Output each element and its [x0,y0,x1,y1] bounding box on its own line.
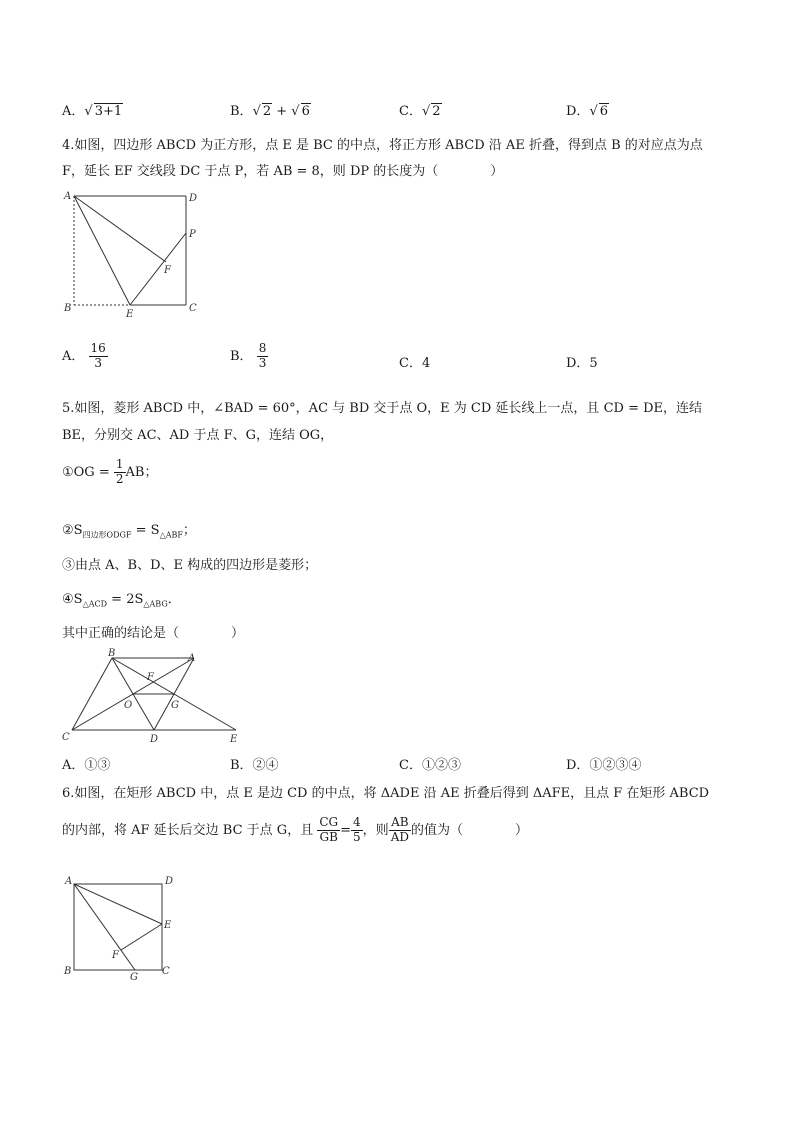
q5-option-b: B．②④ [230,758,279,773]
q5-text-line1: 5.如图，菱形 ABCD 中，∠BAD = 60°，AC 与 BD 交于点 O，E 为 CD 延长线上一点，且 CD = DE，连结 [62,401,703,416]
q5-label-A: A [188,653,196,664]
q5-label-O: O [124,700,133,711]
q6-label-A: A [65,876,73,887]
q3-option-c: C．√ 2 [399,104,441,119]
q5-label-B: B [108,648,116,659]
q4-figure [60,188,210,318]
q5-label-F: F [147,672,154,683]
q5-figure [60,648,250,746]
q5-text-line2: BE，分别交 AC、AD 于点 F、G，连结 OG， [62,428,334,443]
q4-option-c: C．4 [399,356,431,371]
q4-label-F: F [164,265,171,276]
q5-option-d: D．①②③④ [566,758,642,773]
q6-label-D: D [165,876,174,887]
q5-option-a: A．①③ [62,758,111,773]
q4-label-E: E [126,309,134,318]
q5-label-G: G [171,700,179,711]
q4-option-d: D．5 [566,356,598,371]
q5-option-c: C．①②③ [399,758,461,773]
q6-label-F: F [112,950,119,961]
q4-option-a: A． $\frac{16}{3}$ [62,341,106,370]
q4-text-line2: F，延长 EF 交线段 DC 于点 P，若 AB = 8，则 DP 的长度为（ ） [62,164,504,179]
q3-a-value: 3+1 [94,104,123,119]
q5-statement-2: $②S_{四边形ODGF} = S_{\triangle ABF}$； [62,523,196,540]
q6-label-E: E [164,920,172,931]
q6-text-line1: 6.如图，在矩形 ABCD 中，点 E 是边 CD 的中点，将 ΔADE 沿 AE 折叠后得到 ΔAFE，且点 F 在矩形 ABCD [62,786,710,801]
q3-option-a: A．√ 3+1 [62,104,123,119]
q5-label-E: E [230,734,238,745]
q6-figure [60,872,190,984]
q6-label-G: G [130,972,138,983]
q4-option-b: B． $\frac{8}{3}$ [230,341,267,370]
q5-label-C: C [62,732,70,743]
q4-text-line1: 4.如图，四边形 ABCD 为正方形，点 E 是 BC 的中点，将正方形 ABCD 沿 AE 折叠，得到点 B 的对应点为点 [62,138,703,153]
q3-option-d: D．√ 6 [566,104,609,119]
q4-label-B: B [64,303,72,314]
q4-label-D: D [189,193,198,204]
q5-question: 其中正确的结论是（ ） [62,626,245,641]
q5-statement-1: ①OG = $\frac{1}{2}$ AB； [62,457,158,486]
q6-label-C: C [162,966,170,977]
q4-label-P: P [189,229,196,240]
q6-text-line2: 的内部，将 AF 延长后交边 BC 于点 G，且 $\frac{CG}{GB}$ = $\frac{4}{5}$ ，则 $\frac{AB}{AD}$ 的值为（ ） [62,815,528,844]
q5-statement-3: ③由点 A、B、D、E 构成的四边形是菱形； [62,558,318,573]
q4-label-A: A [64,191,72,202]
q5-statement-4: $④S_{\triangle ACD} = 2S_{\triangle ABG}$． [62,592,181,609]
q6-label-B: B [64,966,72,977]
q3-option-b: B．√ 2 + √ 6 [230,104,310,119]
q4-label-C: C [189,303,197,314]
q5-label-D: D [150,734,159,745]
